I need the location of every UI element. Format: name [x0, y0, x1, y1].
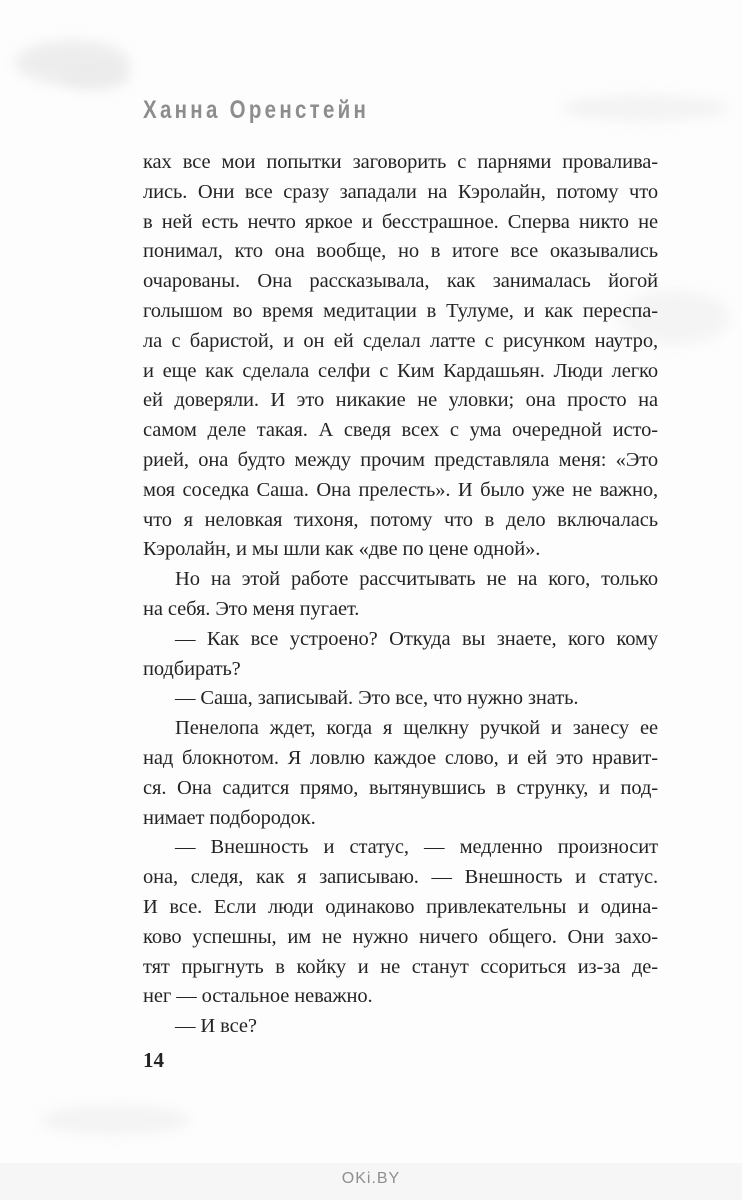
text-line: лись. Они все сразу западали на Кэролайн, потому что: [143, 180, 658, 203]
text-line: в ней есть нечто яркое и бесстрашное. Сперва никто не: [143, 210, 658, 233]
running-header-author: Ханна Оренстейн: [143, 96, 370, 124]
body-text: [143, 148, 658, 1042]
text-line: очарованы. Она рассказывала, как занималась йогой: [143, 270, 658, 293]
text-line: над блокнотом. Я ловлю каждое слово, и ей это нравит-: [143, 746, 658, 769]
text-line: на себя. Это меня пугает.: [143, 597, 360, 620]
page-number: 14: [143, 1048, 164, 1072]
text-line: и еще как сделала селфи с Ким Кардашьян. Люди легко: [143, 359, 658, 382]
text-line: понимал, кто она вообще, но в итоге все оказывались: [143, 240, 658, 263]
text-line: — Внешность и статус, — медленно произносит: [175, 836, 658, 859]
text-line: Но на этой работе рассчитывать не на кого, только: [175, 568, 658, 591]
text-line: нимает подбородок.: [143, 806, 316, 829]
scan-smudge: [40, 1105, 190, 1135]
scan-smudge: [60, 62, 130, 90]
text-line: ся. Она садится прямо, вытянувшись в струнку, и под-: [143, 776, 658, 799]
text-line: И все. Если люди одинаково привлекательны и одина-: [143, 895, 658, 918]
text-line: ей доверяли. И это никакие не уловки; она просто на: [143, 389, 658, 412]
text-line: тят прыгнуть в койку и не станут ссориться из-за де-: [143, 955, 658, 978]
text-line: рией, она будто между прочим представляла меня: «Это: [143, 448, 658, 471]
text-line: она, следя, как я записываю. — Внешность и статус.: [143, 866, 658, 889]
text-line: что я неловкая тихоня, потому что в дело включалась: [143, 508, 658, 531]
text-line: подбирать?: [143, 657, 241, 680]
text-line: — Как все устроено? Откуда вы знаете, кого кому: [175, 627, 658, 650]
watermark: OKi.BY: [341, 1170, 401, 1187]
text-line: самом деле такая. А сведя всех с ума очередной исто-: [143, 419, 658, 442]
text-line: — И все?: [175, 1015, 257, 1038]
text-line: ках все мои попытки заговорить с парнями провалива-: [143, 151, 658, 173]
text-line: моя соседка Саша. Она прелесть». И было уже не важно,: [143, 478, 658, 501]
text-line: ла с баристой, и он ей сделал латте с рисунком наутро,: [143, 329, 658, 352]
scan-smudge: [560, 95, 730, 121]
text-line: Кэролайн, и мы шли как «две по цене одной».: [143, 538, 541, 561]
text-line: ково успешны, им не нужно ничего общего. Они захо-: [143, 925, 658, 948]
text-line: голышом во время медитации в Тулуме, и как переспа-: [143, 299, 658, 322]
text-line: нег — остальное неважно.: [143, 985, 373, 1008]
text-line: — Саша, записывай. Это все, что нужно знать.: [175, 687, 579, 710]
text-line: Пенелопа ждет, когда я щелкну ручкой и занесу ее: [175, 717, 658, 740]
